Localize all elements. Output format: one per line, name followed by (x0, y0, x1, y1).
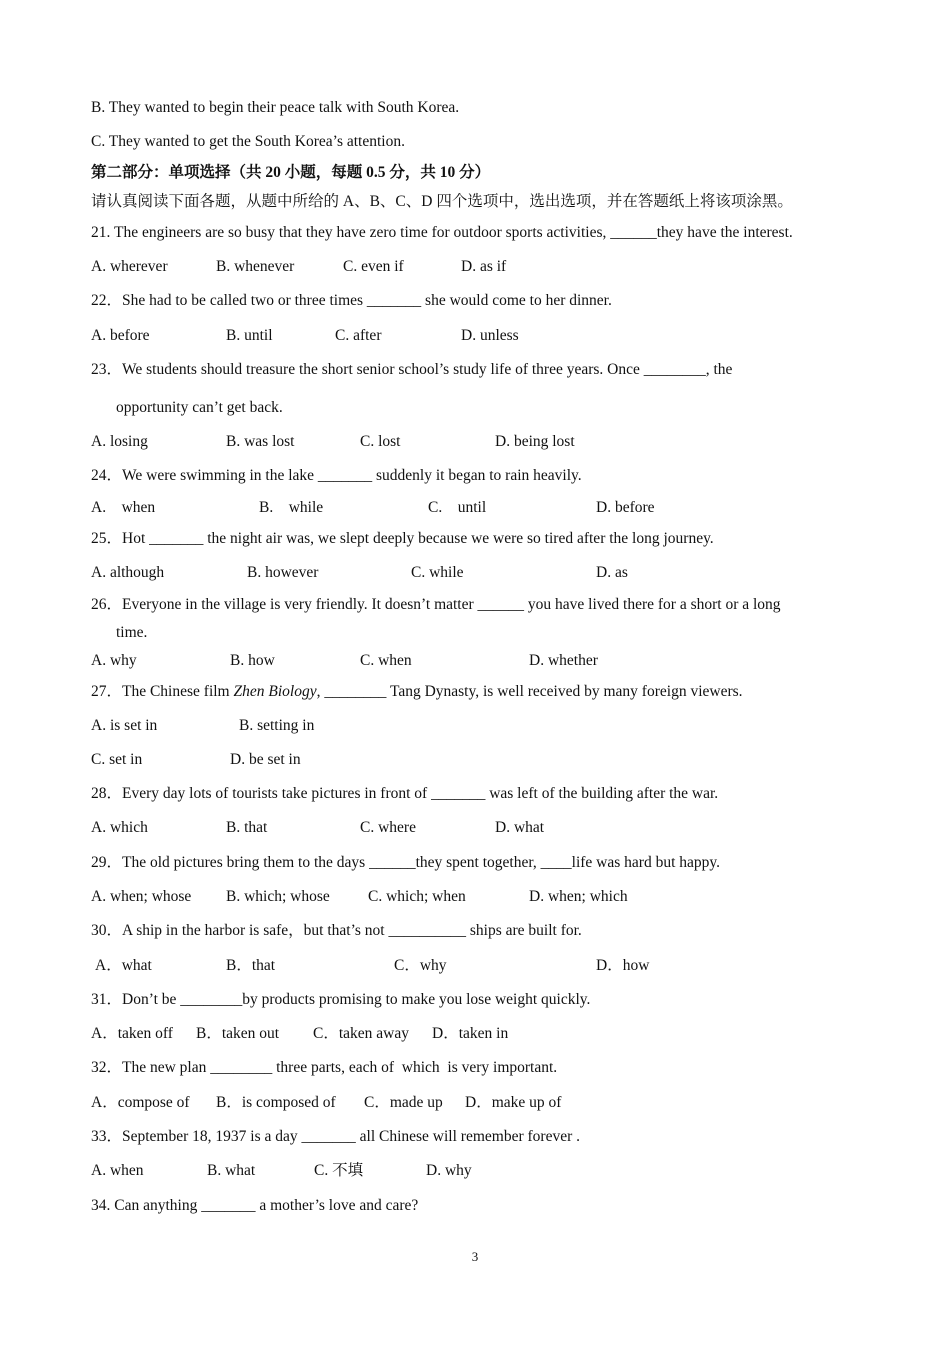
question-25-stem: 25．Hot _______ the night air was, we slept deeply because we were so tired after the long journey. (91, 530, 714, 547)
q32-option-b: B．is composed of (216, 1094, 336, 1111)
question-23-stem: 23．We students should treasure the short senior school’s study life of three years. Once ________, the (91, 361, 733, 378)
option-c-text: C. They wanted to get the South Korea’s attention. (91, 133, 405, 150)
q26-option-b: B. how (230, 652, 275, 669)
q31-option-d: D．taken in (432, 1025, 509, 1042)
q24-option-d: D. before (596, 499, 655, 516)
q21-option-a: A. wherever (91, 258, 168, 275)
q28-option-d: D. what (495, 819, 545, 836)
q23-option-a: A. losing (91, 433, 148, 450)
q25-option-a: A. although (91, 564, 165, 581)
question-32-stem: 32．The new plan ________ three parts, each of which is very important. (91, 1059, 558, 1076)
q25-option-c: C. while (411, 564, 464, 581)
q33-option-c: C. 不填 (314, 1162, 364, 1179)
q21-option-c: C. even if (343, 258, 404, 275)
q33-option-b: B. what (207, 1162, 256, 1179)
page-number: 3 (471, 1249, 479, 1264)
q29-option-d: D. when; which (529, 888, 628, 905)
section-instructions: 请认真阅读下面各题，从题中所给的 A、B、C、D 四个选项中，选出选项，并在答题纸上将该项涂黑。 (91, 193, 793, 210)
q32-option-a: A．compose of (91, 1094, 190, 1111)
q27-stem-part-b: , ________ Tang Dynasty, is well received by many foreign viewers. (316, 683, 743, 700)
q23-option-b: B. was lost (226, 433, 295, 450)
q33-option-a: A. when (91, 1162, 144, 1179)
question-30-stem: 30．A ship in the harbor is safe，but that’s not __________ ships are built for. (91, 922, 582, 939)
question-23-stem-cont: opportunity can’t get back. (116, 399, 283, 416)
q23-option-d: D. being lost (495, 433, 575, 450)
q25-option-b: B. however (247, 564, 319, 581)
question-27-stem (91, 682, 743, 702)
question-34-stem: 34. Can anything _______ a mother’s love and care? (91, 1197, 419, 1214)
q21-option-d: D. as if (461, 258, 507, 275)
question-26-stem: 26．Everyone in the village is very friendly. It doesn’t matter ______ you have lived there for a short or a long (91, 596, 781, 613)
q30-option-a: A．what (95, 957, 152, 974)
q24-option-a: A. when (91, 499, 156, 516)
q26-option-c: C. when (360, 652, 412, 669)
q27-option-b: B. setting in (239, 717, 315, 734)
q31-option-a: A．taken off (91, 1025, 173, 1042)
q28-option-c: C. where (360, 819, 416, 836)
question-29-stem: 29．The old pictures bring them to the days ______they spent together, ____life was hard but happy. (91, 854, 721, 871)
q30-option-c: C．why (394, 957, 447, 974)
q22-option-b: B. until (226, 327, 273, 344)
q24-option-c: C. until (428, 499, 487, 516)
question-24-stem: 24．We were swimming in the lake _______ suddenly it began to rain heavily. (91, 467, 582, 484)
option-b-text: B. They wanted to begin their peace talk with South Korea. (91, 99, 460, 116)
q23-option-c: C. lost (360, 433, 401, 450)
q27-option-d: D. be set in (230, 751, 301, 768)
question-22-stem: 22．She had to be called two or three times _______ she would come to her dinner. (91, 292, 612, 309)
q27-option-c: C. set in (91, 751, 143, 768)
q29-option-b: B. which; whose (226, 888, 330, 905)
q31-option-b: B．taken out (196, 1025, 280, 1042)
question-21-stem: 21. The engineers are so busy that they have zero time for outdoor sports activities, ______they have the interest. (91, 224, 793, 241)
q28-option-b: B. that (226, 819, 268, 836)
q22-option-a: A. before (91, 327, 150, 344)
q22-option-d: D. unless (461, 327, 519, 344)
q21-option-b: B. whenever (216, 258, 295, 275)
q26-option-d: D. whether (529, 652, 598, 669)
question-26-stem-cont: time. (116, 624, 148, 641)
q30-option-d: D．how (596, 957, 650, 974)
q27-film-title: Zhen Biology (233, 683, 317, 700)
q27-option-a: A. is set in (91, 717, 158, 734)
q27-stem-part-a: 27．The Chinese film (91, 683, 234, 700)
q25-option-d: D. as (596, 564, 628, 581)
q29-option-a: A. when; whose (91, 888, 192, 905)
question-31-stem: 31．Don’t be ________by products promising to make you lose weight quickly. (91, 991, 591, 1008)
q29-option-c: C. which; when (368, 888, 466, 905)
q31-option-c: C．taken away (313, 1025, 409, 1042)
q24-option-b: B. while (259, 499, 324, 516)
q30-option-b: B．that (226, 957, 276, 974)
section-heading: 第二部分：单项选择（共 20 小题，每题 0.5 分，共 10 分） (91, 164, 491, 181)
q26-option-a: A. why (91, 652, 137, 669)
q32-option-c: C．made up (364, 1094, 443, 1111)
q22-option-c: C. after (335, 327, 382, 344)
q32-option-d: D．make up of (465, 1094, 562, 1111)
q33-option-d: D. why (426, 1162, 472, 1179)
question-28-stem: 28．Every day lots of tourists take pictures in front of _______ was left of the building after the war. (91, 785, 719, 802)
q28-option-a: A. which (91, 819, 148, 836)
question-33-stem: 33．September 18, 1937 is a day _______ all Chinese will remember forever . (91, 1128, 580, 1145)
